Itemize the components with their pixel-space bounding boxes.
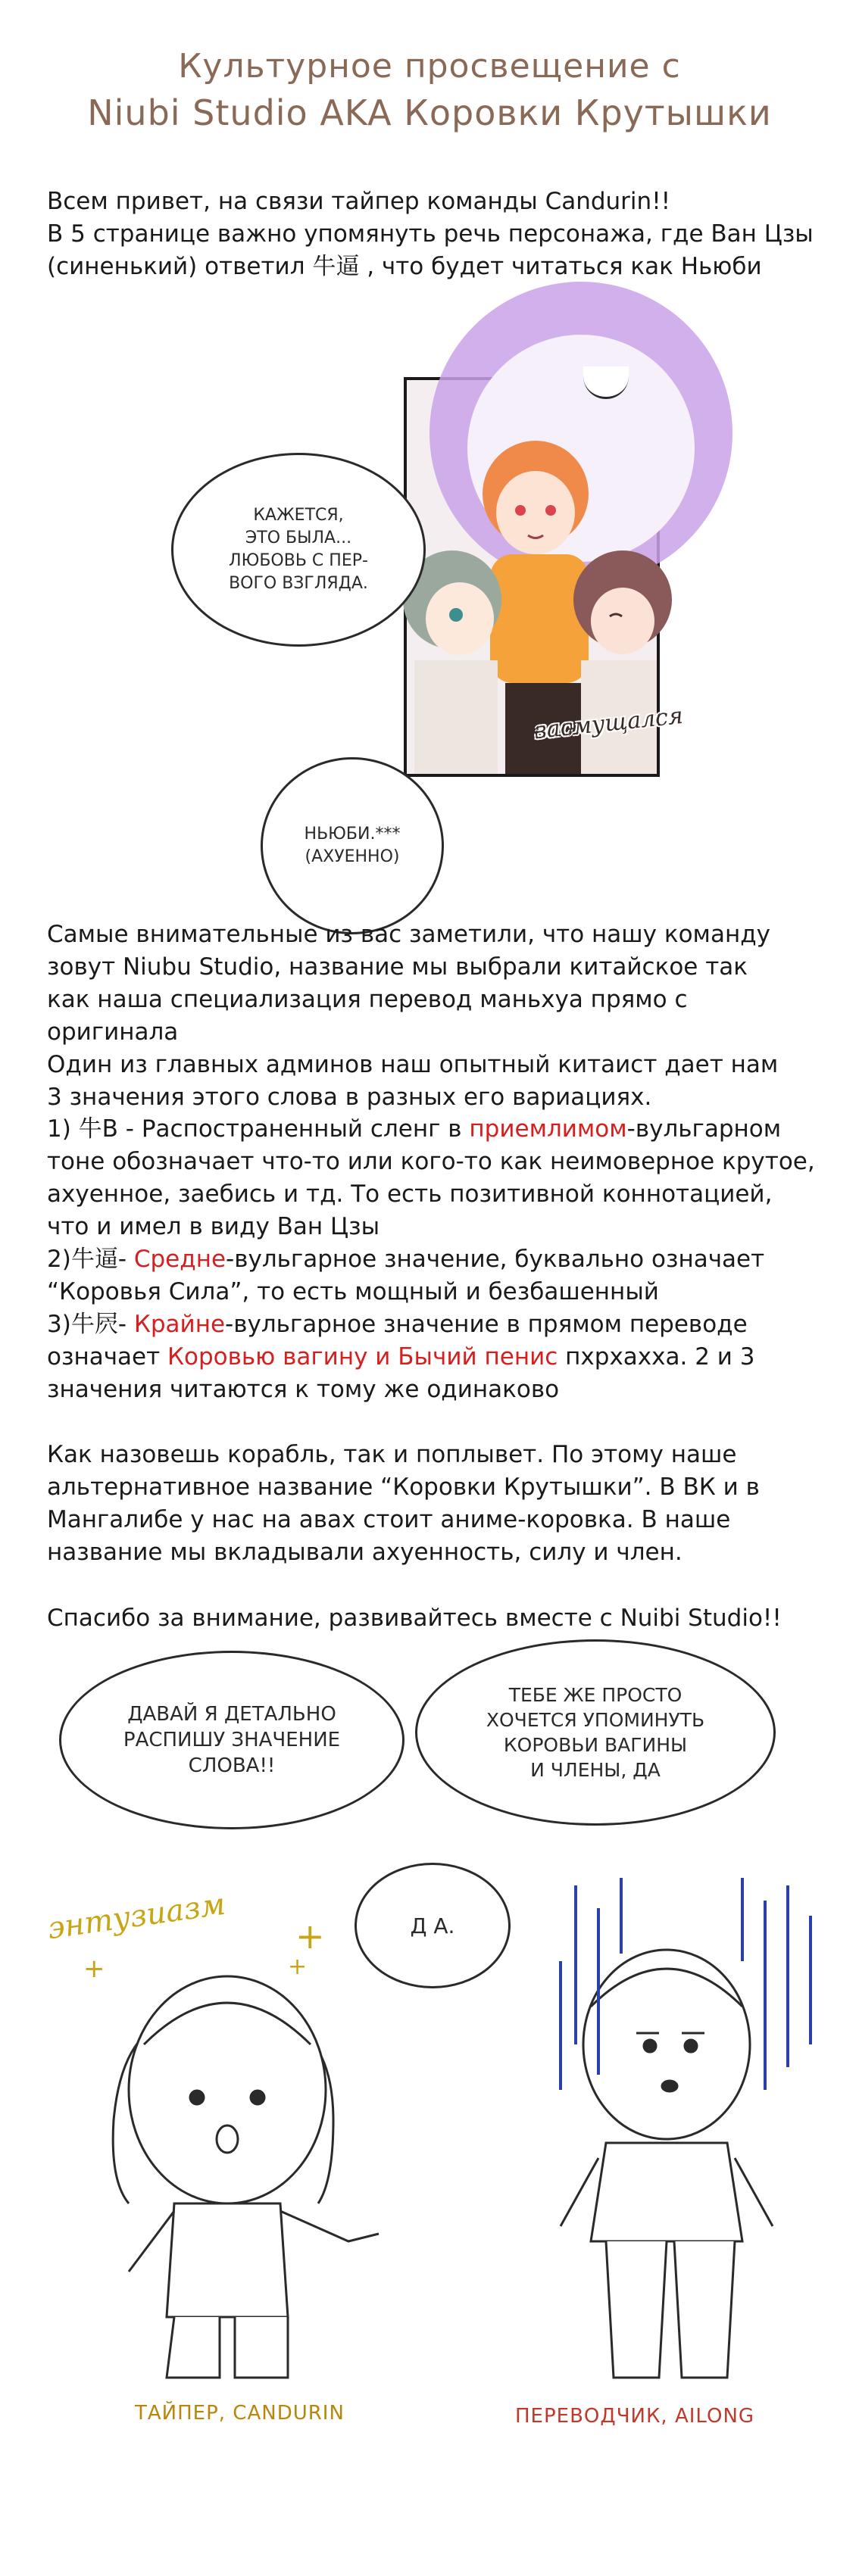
explain-line: Самые внимательные из вас заметили, что нашу команду <box>47 921 770 948</box>
explanation-text <box>47 918 820 1114</box>
meaning-1-line: тоне обозначает что-то или кого-то как неимоверное крутое, <box>47 1148 815 1175</box>
meaning-text: -вульгарное значение в прямом переводе <box>225 1311 748 1338</box>
meaning-text: 2)牛逼- <box>47 1246 134 1273</box>
page-title-line1: Культурное просвещение с <box>178 47 681 86</box>
meaning-1-line <box>47 1113 820 1146</box>
speech-bubble-text: ТЕБЕ ЖЕ ПРОСТО ХОЧЕТСЯ УПОМИНУТЬ КОРОВЬИ ВАГИНЫ И ЧЛЕНЫ, ДА <box>486 1684 705 1781</box>
meaning-highlight: приемлимом <box>469 1115 627 1143</box>
meaning-highlight: Коровью вагину и Бычий пенис <box>167 1343 558 1371</box>
page-title-line2: Niubi Studio AKA Коровки Крутышки <box>87 92 772 133</box>
explain-line: 3 значения этого слова в разных его вариациях. <box>47 1084 652 1111</box>
comic-illustration <box>0 1848 859 2393</box>
intro-line: Всем привет, на связи тайпер команды Candurin!! <box>47 188 671 215</box>
intro-line: (синенький) ответил 牛逼 , что будет читаться как Ньюби <box>47 253 762 280</box>
meaning-text: 3)牛屄- <box>47 1311 134 1338</box>
speech-bubble-translator <box>415 1639 776 1826</box>
meaning-text: 1) 牛B - Распостраненный сленг в <box>47 1115 470 1143</box>
sfx-text: засмущался <box>533 702 685 745</box>
ship-line: Мангалибе у нас на авах стоит аниме-коровка. В наше <box>47 1506 731 1533</box>
meaning-3-line <box>47 1308 820 1341</box>
meaning-text: пхрхахха. 2 и 3 <box>558 1343 755 1371</box>
typer-character <box>113 1976 379 2378</box>
meanings-list <box>47 1113 820 1406</box>
meaning-3-line: значения читаются к тому же одинаково <box>47 1376 560 1403</box>
intro-text <box>47 186 820 283</box>
meaning-3-line <box>47 1341 820 1374</box>
ship-line: альтернативное название “Коровки Крутышки”. В ВК и в <box>47 1474 760 1501</box>
meaning-text: -вульгарном <box>626 1115 782 1143</box>
manhua-panel <box>404 377 685 777</box>
speech-bubble-text: Д А. <box>410 1913 455 1938</box>
explain-line: как наша специализация перевод маньхуа прямо с оригинала <box>47 986 688 1046</box>
intro-line: В 5 странице важно упомянуть речь персонажа, где Ван Цзы <box>47 220 814 248</box>
sparkle-icon: + <box>83 1954 105 1984</box>
enthusiasm-text: энтузиазм <box>45 1886 228 1947</box>
explain-line: зовут Niubu Studio, название мы выбрали китайское так <box>47 953 748 981</box>
sparkle-icon: + <box>295 1916 325 1957</box>
sparkle-icon: + <box>288 1954 308 1980</box>
meaning-text: -вульгарное значение, буквально означает <box>226 1246 765 1273</box>
speech-bubble-niubi <box>261 757 444 934</box>
explain-line: Один из главных админов наш опытный китаист дает нам <box>47 1051 779 1078</box>
meaning-2-line <box>47 1243 820 1276</box>
ship-text <box>47 1439 820 1569</box>
meaning-highlight: Крайне <box>133 1311 226 1338</box>
ship-line: название мы вкладывали ахуенность, силу и член. <box>47 1539 683 1566</box>
speech-bubble-love <box>171 453 426 647</box>
meaning-1-line: что и имел в виду Ван Цзы <box>47 1213 380 1240</box>
speech-bubble-text: ДАВАЙ Я ДЕТАЛЬНО РАСПИШУ ЗНАЧЕНИЕ СЛОВА!! <box>123 1703 341 1777</box>
caption-translator: ПЕРЕВОДЧИК, AILONG <box>515 2405 755 2428</box>
thanks-text: Спасибо за внимание, развивайтесь вместе с Nuibi Studio!! <box>47 1605 782 1632</box>
meaning-1-line: ахуенное, заебись и тд. То есть позитивной коннотацией, <box>47 1180 773 1208</box>
translator-character <box>561 1950 773 2378</box>
ship-line: Как назовешь корабль, так и поплывет. По этому наше <box>47 1441 737 1468</box>
meaning-2-line: “Коровья Сила”, то есть мощный и безбашенный <box>47 1278 659 1305</box>
speech-bubble-text: КАЖЕТСЯ, ЭТО БЫЛА... ЛЮБОВЬ С ПЕР- ВОГО ВЗГЛЯДА. <box>229 506 368 593</box>
caption-typer: ТАЙПЕР, CANDURIN <box>135 2402 345 2425</box>
meaning-highlight: Средне <box>133 1246 226 1273</box>
meaning-text: означает <box>47 1343 168 1371</box>
speech-bubble-text: НЬЮБИ.*** (АХУЕННО) <box>304 825 401 866</box>
speech-bubble-typer <box>59 1651 405 1829</box>
